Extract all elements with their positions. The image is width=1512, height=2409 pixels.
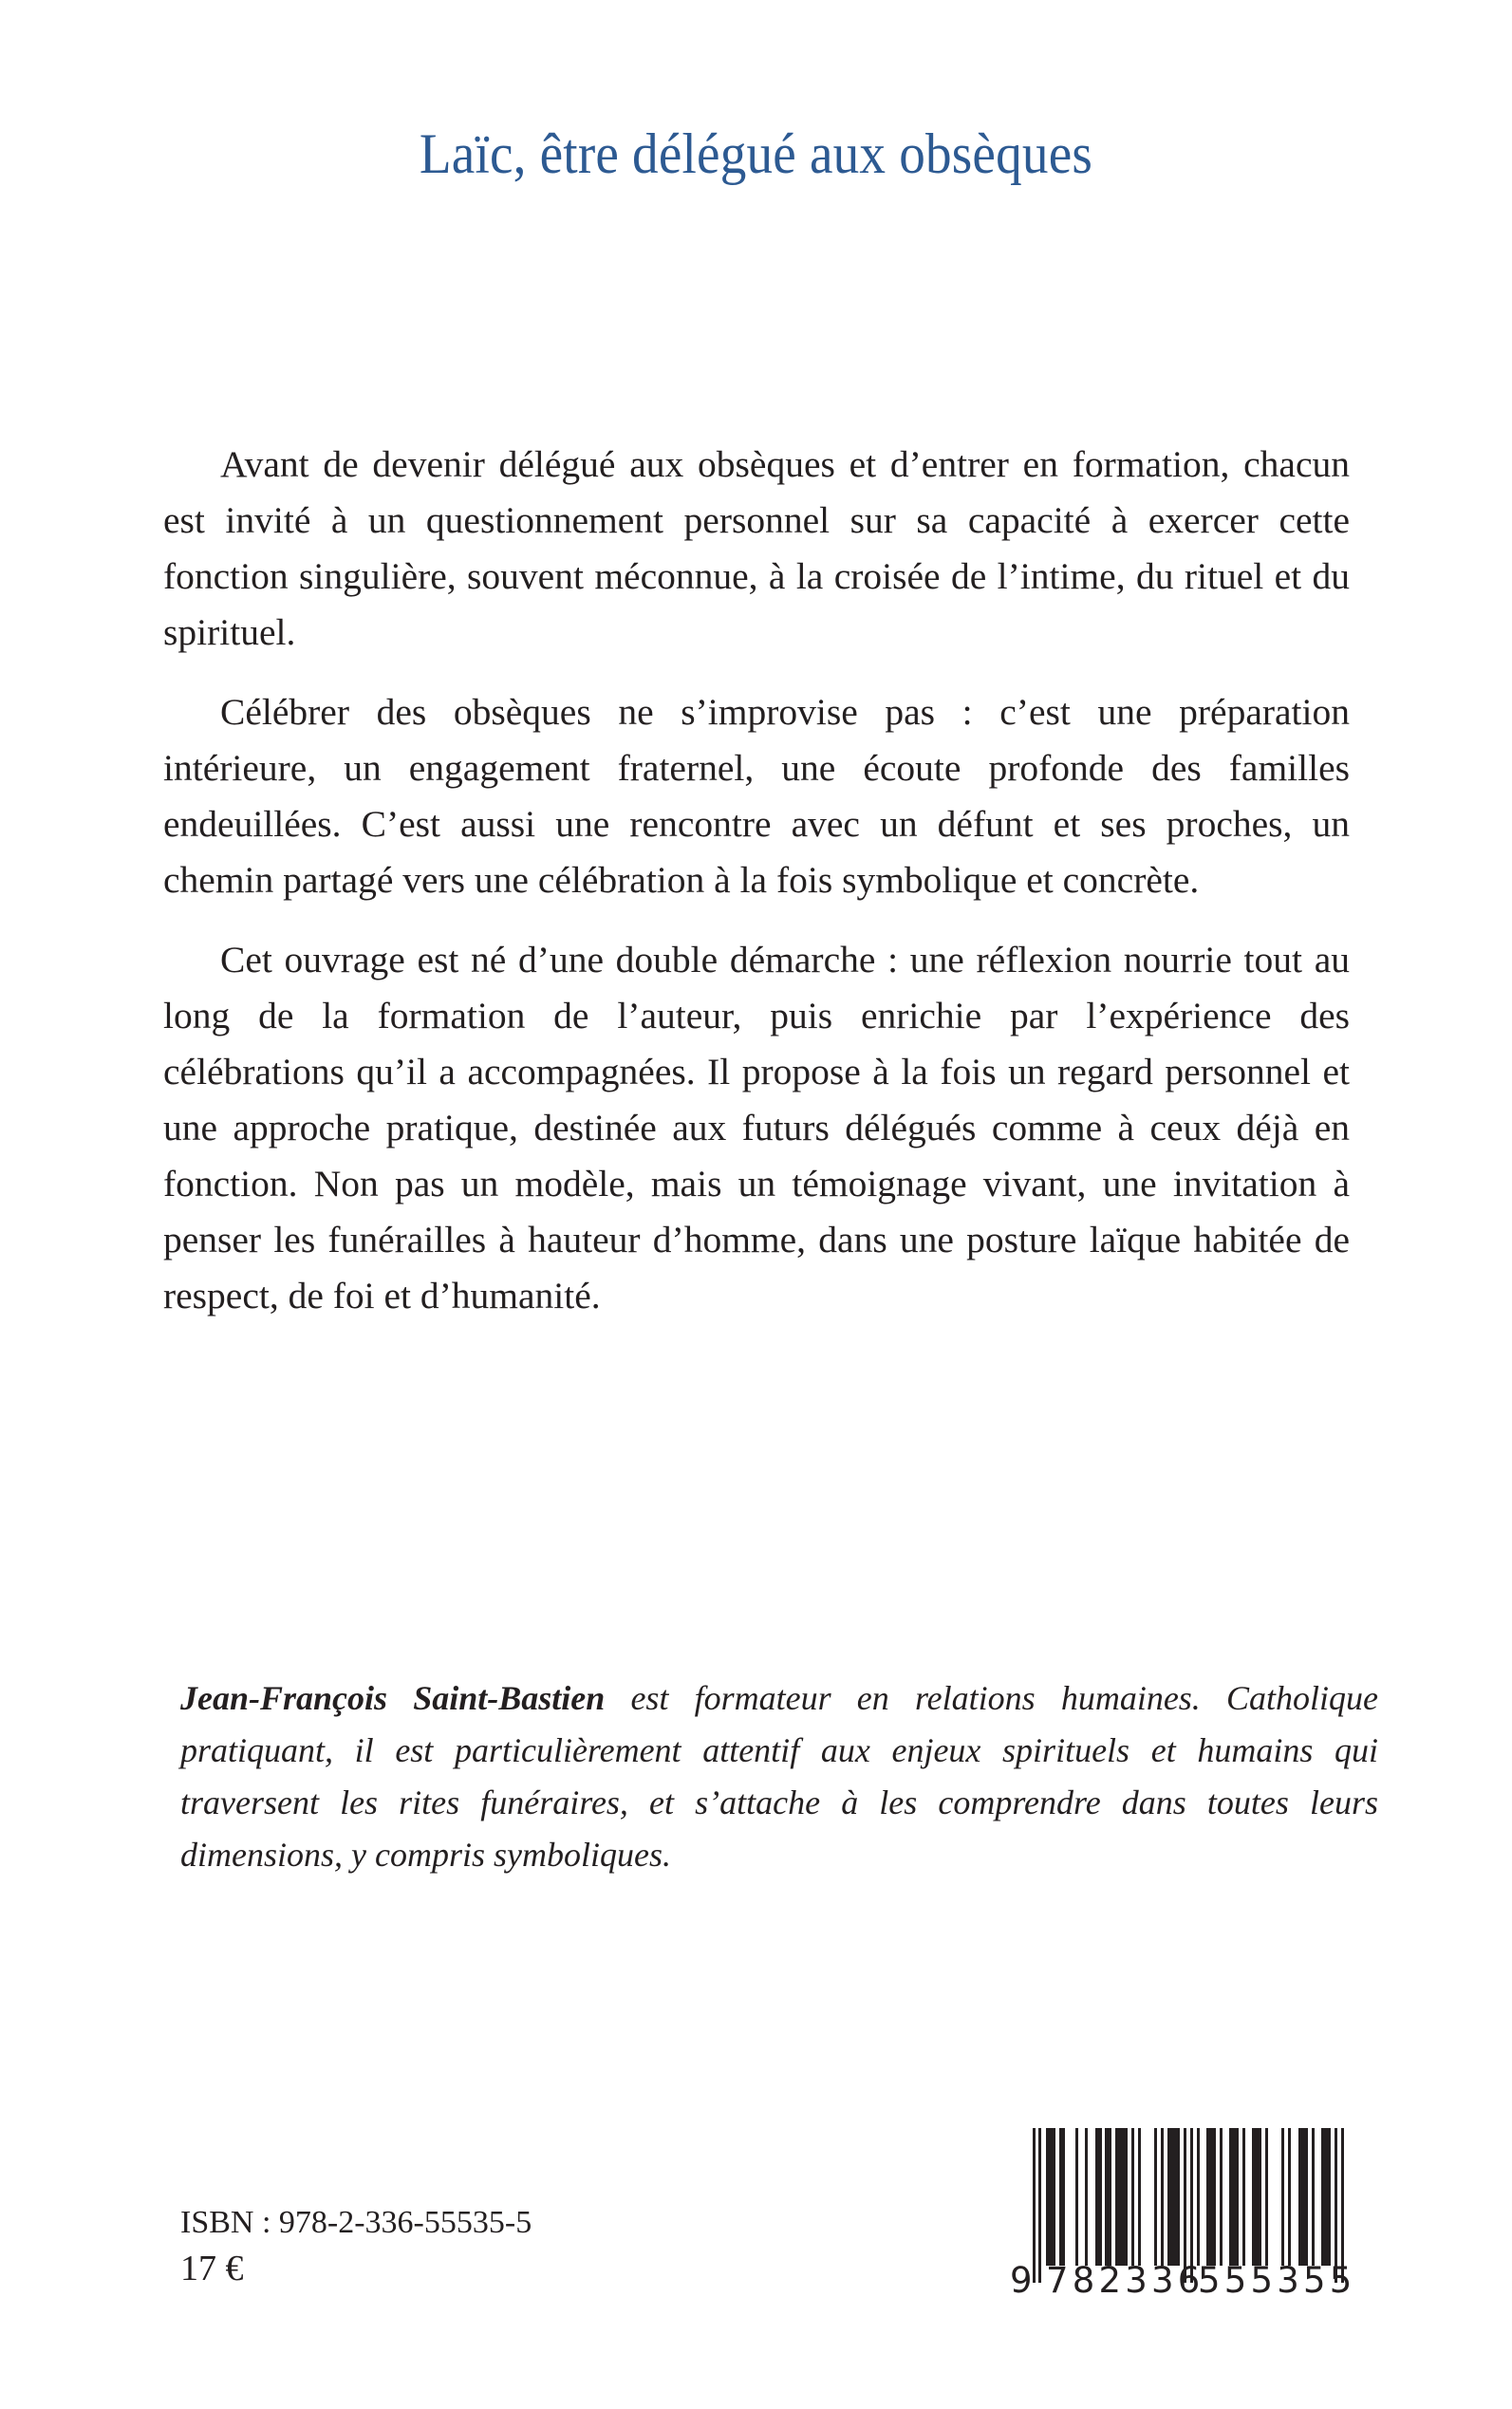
isbn-label: ISBN : 978-2-336-55535-5	[180, 2205, 532, 2240]
isbn-barcode	[997, 2117, 1376, 2344]
barcode-digits-left: 782336	[1046, 2260, 1204, 2301]
book-title: Laïc, être délégué aux obsèques	[419, 122, 1093, 185]
author-bio	[180, 1672, 1378, 1881]
barcode-digits	[997, 2117, 1376, 2344]
summary-paragraph-1: Avant de devenir délégué aux obsèques et d’entrer en formation, chacun est invité à un questionnement personnel sur sa capacité à exercer cette fonction singulière, souvent méconnue, à la croisée de l’intime, du rituel et du spirituel.	[163, 443, 1350, 653]
barcode-digits-right: 555355	[1198, 2260, 1356, 2301]
author-name: Jean-François Saint-Bastien	[180, 1679, 606, 1717]
summary-paragraph-2: Célébrer des obsèques ne s’improvise pas : c’est une préparation intérieure, un engagement fraternel, une écoute profonde des familles endeuillées. C’est aussi une rencontre avec un défunt et ses proches, un chemin partagé vers une célébration à la fois symbolique et concrète.	[163, 691, 1350, 901]
price-label: 17 €	[180, 2249, 244, 2288]
summary-paragraph-3: Cet ouvrage est né d’une double démarche : une réflexion nourrie tout au long de la formation de l’auteur, puis enrichie par l’expérience des célébrations qu’il a accompagnées. Il propose à la fois un regard personnel et une approche pratique, destinée aux futurs délégués comme à ceux déjà en fonction. Non pas un modèle, mais un témoignage vivant, une invitation à penser les funérailles à hauteur d’homme, dans une posture laïque habitée de respect, de foi et d’humanité.	[163, 939, 1350, 1317]
back-cover-summary	[163, 437, 1350, 1348]
author-bio-text: est formateur en relations humaines. Catholique pratiquant, il est particulièrement attentif aux enjeux spirituels et humains qui traversent les rites funéraires, et s’attache à les comprendre dans toutes leurs dimensions, y compris symboliques.	[180, 1679, 1378, 1874]
barcode-digit-first: 9	[1010, 2260, 1036, 2301]
